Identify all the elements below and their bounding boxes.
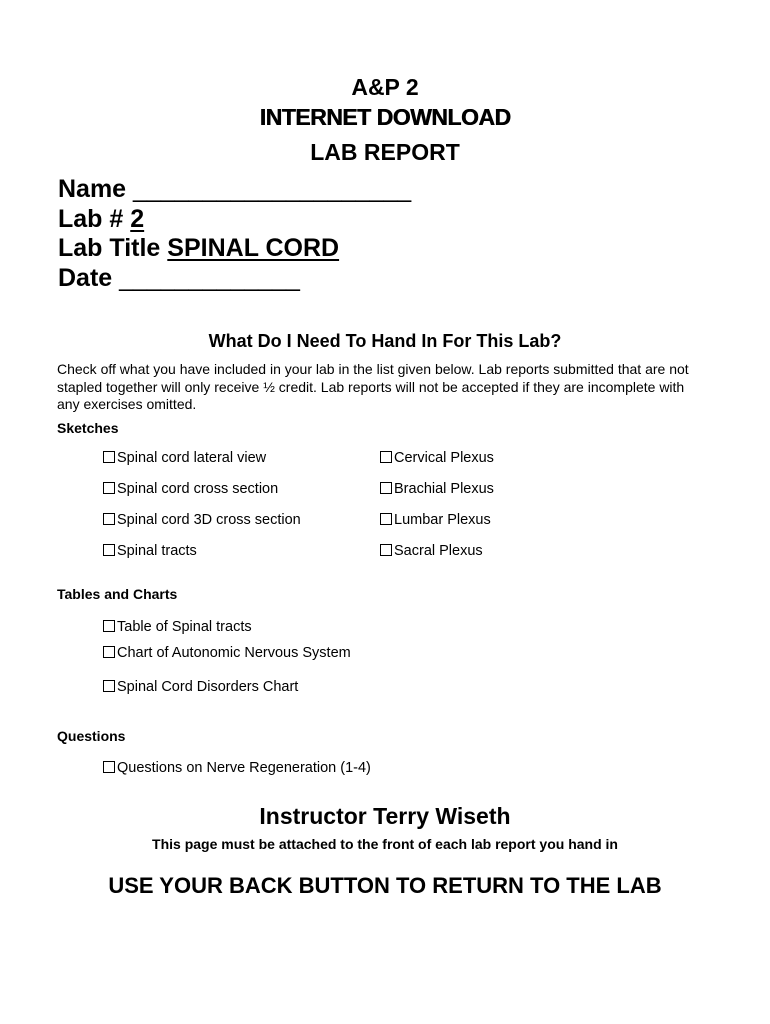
checklist-item xyxy=(103,619,252,635)
checklist-item xyxy=(103,512,301,528)
tables-label: Tables and Charts xyxy=(57,586,178,602)
checklist-item xyxy=(380,481,494,497)
checkbox[interactable] xyxy=(103,451,115,463)
lab-title-field xyxy=(58,234,339,263)
lab-number-field xyxy=(58,205,144,234)
instructions-text: Check off what you have included in your lab in the list given below. Lab reports submitted that are not stapled together will only receive ½ credit. Lab reports will not be accepted if they are incomplete with any exercises omitted. xyxy=(57,361,689,412)
checklist-item-label: Brachial Plexus xyxy=(394,481,494,497)
checklist-item-label: Spinal cord 3D cross section xyxy=(117,512,301,528)
sketches-label: Sketches xyxy=(57,420,119,436)
checklist-item xyxy=(103,450,266,466)
checklist-item-label: Spinal Cord Disorders Chart xyxy=(117,679,299,695)
attachment-note: This page must be attached to the front of each lab report you hand in xyxy=(152,836,618,852)
name-blank: ____________________ xyxy=(133,175,412,203)
checklist-item xyxy=(380,512,491,528)
checkbox[interactable] xyxy=(103,620,115,632)
checklist-item xyxy=(380,543,483,559)
checkbox[interactable] xyxy=(103,513,115,525)
checklist-item-label: Spinal cord lateral view xyxy=(117,450,267,466)
name-label: Name xyxy=(58,175,127,203)
report-title: LAB REPORT xyxy=(310,139,460,165)
lab-number-value: 2 xyxy=(130,205,145,233)
checkbox[interactable] xyxy=(380,544,392,556)
lab-number-label: Lab # xyxy=(58,205,124,233)
checklist-item-label: Spinal cord cross section xyxy=(117,481,279,497)
name-field xyxy=(58,175,411,204)
checkbox[interactable] xyxy=(380,482,392,494)
checklist-item-label: Lumbar Plexus xyxy=(394,512,491,528)
checkbox[interactable] xyxy=(380,513,392,525)
lab-title-label: Lab Title xyxy=(58,234,161,262)
lab-title-value: SPINAL CORD xyxy=(167,234,340,262)
checklist-item xyxy=(103,760,371,776)
checkbox[interactable] xyxy=(380,451,392,463)
checkbox[interactable] xyxy=(103,680,115,692)
checklist-item-label: Spinal tracts xyxy=(117,543,197,559)
checklist-item-label: Sacral Plexus xyxy=(394,543,483,559)
checkbox[interactable] xyxy=(103,482,115,494)
checklist-item xyxy=(103,679,298,695)
checklist-item-label: Questions on Nerve Regeneration (1-4) xyxy=(117,760,371,776)
date-label: Date xyxy=(58,264,113,292)
checklist-item-label: Chart of Autonomic Nervous System xyxy=(117,645,351,661)
checklist-item xyxy=(103,481,278,497)
checkbox[interactable] xyxy=(103,646,115,658)
checkbox[interactable] xyxy=(103,761,115,773)
checklist-item xyxy=(103,645,351,661)
date-field xyxy=(58,264,300,293)
checklist-item-label: Table of Spinal tracts xyxy=(117,619,252,635)
back-instruction: USE YOUR BACK BUTTON TO RETURN TO THE LAB xyxy=(108,873,662,898)
subtitle: INTERNET DOWNLOAD xyxy=(259,104,511,130)
date-blank: _____________ xyxy=(119,264,300,292)
course-title: A&P 2 xyxy=(351,74,419,100)
checklist-item-label: Cervical Plexus xyxy=(394,450,494,466)
checklist-item xyxy=(380,450,494,466)
checklist-heading: What Do I Need To Hand In For This Lab? xyxy=(208,331,562,351)
instructor-name: Instructor Terry Wiseth xyxy=(259,803,511,829)
checklist-item xyxy=(103,543,197,559)
checkbox[interactable] xyxy=(103,544,115,556)
questions-label: Questions xyxy=(57,728,126,744)
